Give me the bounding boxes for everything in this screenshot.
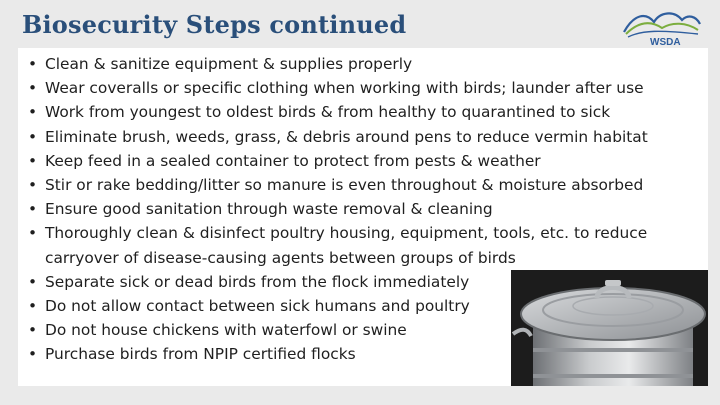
bullet-item (18, 173, 648, 197)
bullet-text: Wear coveralls or specific clothing when working with birds; launder after use (45, 79, 644, 98)
bullet-text: Work from youngest to oldest birds & from healthy to quarantined to sick (45, 103, 611, 122)
galvanized-trash-can-image (511, 270, 708, 386)
bullet-dot: • (28, 345, 38, 364)
bullet-dot: • (28, 297, 38, 316)
bullet-item (18, 125, 648, 149)
bullet-dot: • (28, 103, 38, 122)
bullet-dot: • (28, 321, 38, 340)
bullet-item (18, 221, 648, 269)
bullet-dot: • (28, 79, 38, 98)
bullet-text-continuation: carryover of disease-causing agents between groups of birds (45, 248, 516, 267)
bullet-item (18, 197, 648, 221)
bullet-dot: • (28, 224, 38, 243)
bullet-dot: • (28, 176, 38, 195)
bullet-text: Keep feed in a sealed container to protect from pests & weather (45, 151, 541, 170)
bullet-dot: • (28, 127, 38, 146)
bullet-text: Thoroughly clean & disinfect poultry housing, equipment, tools, etc. to reduce (45, 224, 648, 243)
bullet-item (18, 76, 648, 100)
bullet-text: Stir or rake bedding/litter so manure is even throughout & moisture absorbed (45, 176, 644, 195)
trash-can-icon (511, 270, 708, 386)
bullet-text: Do not house chickens with waterfowl or swine (45, 321, 407, 340)
bullet-text: Separate sick or dead birds from the flock immediately (45, 272, 470, 291)
bullet-item (18, 149, 648, 173)
bullet-item (18, 100, 648, 124)
content-panel (18, 48, 708, 386)
bullet-text: Purchase birds from NPIP certified flocks (45, 345, 356, 364)
bullet-text: Ensure good sanitation through waste removal & cleaning (45, 200, 493, 219)
logo-text: WSDA (650, 37, 681, 48)
slide-title: Biosecurity Steps continued (22, 10, 407, 39)
bullet-dot: • (28, 151, 38, 170)
bullet-dot: • (28, 272, 38, 291)
bullet-text: Eliminate brush, weeds, grass, & debris around pens to reduce vermin habitat (45, 127, 648, 146)
bullet-dot: • (28, 55, 38, 73)
wsda-logo (620, 8, 704, 48)
wsda-logo-icon (620, 8, 704, 48)
bullet-text: Clean & sanitize equipment & supplies properly (45, 55, 413, 73)
bullet-text: Do not allow contact between sick humans and poultry (45, 297, 470, 316)
bullet-item (18, 52, 648, 76)
bullet-dot: • (28, 200, 38, 219)
